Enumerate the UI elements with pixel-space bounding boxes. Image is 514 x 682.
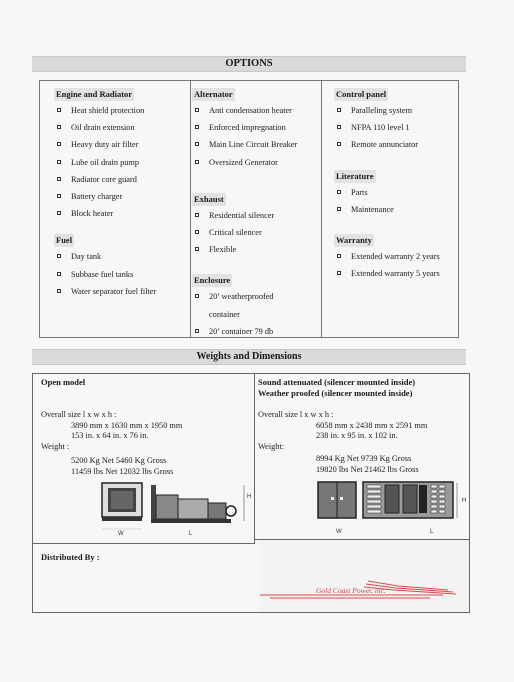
option-subbase-tanks[interactable]: Subbase fuel tanks xyxy=(40,266,156,283)
weights-title: Weights and Dimensions xyxy=(196,351,302,362)
checkbox-icon[interactable] xyxy=(57,125,61,129)
checkbox-icon[interactable] xyxy=(337,142,341,146)
checkbox-icon[interactable] xyxy=(337,254,341,258)
sound-dim-w: W xyxy=(336,529,342,535)
option-oil-drain[interactable]: Oil drain extension xyxy=(40,119,156,136)
side-view-drawing xyxy=(151,485,236,523)
option-flexible[interactable]: Flexible xyxy=(178,241,297,258)
sound-size-mm: 6058 mm x 2438 mm x 2591 mm xyxy=(316,420,428,430)
open-model-diagram xyxy=(101,481,261,536)
sound-dim-h: H xyxy=(462,498,467,504)
checkbox-icon[interactable] xyxy=(195,213,199,217)
option-20ft-container-79db[interactable]: 20’ container 79 db xyxy=(178,323,297,340)
checkbox-icon[interactable] xyxy=(195,142,199,146)
checkbox-icon[interactable] xyxy=(57,211,61,215)
open-weight-label: Weight : xyxy=(41,441,70,451)
sound-size-in: 238 in. x 95 in. x 102 in. xyxy=(316,431,398,440)
options-heading xyxy=(32,56,466,72)
option-day-tank[interactable]: Day tank xyxy=(40,248,156,265)
option-block-heater[interactable]: Block heater xyxy=(40,205,156,222)
open-model-panel xyxy=(33,374,255,544)
option-warranty-5y[interactable]: Extended warranty 5 years xyxy=(320,265,440,282)
checkbox-icon[interactable] xyxy=(337,108,341,112)
category-fuel: Fuel xyxy=(56,235,73,246)
open-weight-lbs: 11459 lbs Net 12032 lbs Gross xyxy=(71,466,174,476)
checkbox-icon[interactable] xyxy=(195,125,199,129)
category-exhaust: Exhaust xyxy=(194,193,224,204)
checkbox-icon[interactable] xyxy=(195,329,199,333)
open-weight-kg: 5200 Kg Net 5460 Kg Gross xyxy=(71,456,167,465)
option-circuit-breaker[interactable]: Main Line Circuit Breaker xyxy=(178,136,297,153)
checkbox-icon[interactable] xyxy=(337,207,341,211)
open-size-in: 153 in. x 64 in. x 76 in. xyxy=(71,431,149,440)
distributed-by-label: Distributed By : xyxy=(41,552,100,562)
sound-attenuated-panel xyxy=(255,374,469,540)
option-critical-silencer[interactable]: Critical silencer xyxy=(178,224,297,241)
options-column-3 xyxy=(320,84,440,282)
category-control-panel: Control panel xyxy=(336,89,387,99)
option-maintenance[interactable]: Maintenance xyxy=(320,201,440,218)
checkbox-icon[interactable] xyxy=(57,177,61,181)
sound-dim-l: L xyxy=(430,529,434,535)
sound-weight-label: Weight: xyxy=(258,441,285,451)
sound-model-diagram xyxy=(317,481,467,531)
checkbox-icon[interactable] xyxy=(57,160,61,164)
option-battery-charger[interactable]: Battery charger xyxy=(40,188,156,205)
option-radiator-guard[interactable]: Radiator core guard xyxy=(40,171,156,188)
option-heat-shield[interactable]: Heat shield protection xyxy=(40,102,156,119)
option-lube-pump[interactable]: Lube oil drain pump xyxy=(40,154,156,171)
checkbox-icon[interactable] xyxy=(57,254,61,258)
category-literature: Literature xyxy=(336,170,374,181)
sound-title-line1: Sound attenuated (silencer mounted inside) xyxy=(258,377,416,387)
option-air-filter[interactable]: Heavy duty air filter xyxy=(40,136,156,153)
checkbox-icon[interactable] xyxy=(57,272,61,276)
open-dim-l: L xyxy=(189,531,193,537)
svg-text:Gold Coast Power, inc.: Gold Coast Power, inc. xyxy=(316,586,386,595)
option-anti-condensation[interactable]: Anti condensation heater xyxy=(178,102,297,119)
option-nfpa[interactable]: NFPA 110 level 1 xyxy=(320,119,440,136)
option-warranty-2y[interactable]: Extended warranty 2 years xyxy=(320,248,440,265)
category-alternator: Alternator xyxy=(194,89,233,99)
checkbox-icon[interactable] xyxy=(195,247,199,251)
option-20ft-weatherproofed-cont: container xyxy=(209,309,240,319)
checkbox-icon[interactable] xyxy=(195,108,199,112)
checkbox-icon[interactable] xyxy=(57,108,61,112)
options-title: OPTIONS xyxy=(225,58,273,69)
checkbox-icon[interactable] xyxy=(57,142,61,146)
checkbox-icon[interactable] xyxy=(337,190,341,194)
container-side-drawing xyxy=(363,482,453,518)
open-dim-h: H xyxy=(247,494,252,500)
sound-title-line2: Weather proofed (silencer mounted inside) xyxy=(258,388,413,398)
logo-area xyxy=(259,540,469,612)
option-20ft-weatherproofed[interactable]: 20’ weatherproofed xyxy=(178,288,297,305)
checkbox-icon[interactable] xyxy=(337,125,341,129)
open-size-mm: 3890 mm x 1630 mm x 1950 mm xyxy=(71,420,183,430)
checkbox-icon[interactable] xyxy=(195,230,199,234)
option-oversized-generator[interactable]: Oversized Generator xyxy=(178,154,297,171)
container-front-drawing xyxy=(318,482,356,518)
category-enclosure: Enclosure xyxy=(194,275,231,286)
option-parts[interactable]: Parts xyxy=(320,184,440,201)
options-table xyxy=(39,80,459,338)
option-residential-silencer[interactable]: Residential silencer xyxy=(178,207,297,224)
checkbox-icon[interactable] xyxy=(195,160,199,164)
weights-table xyxy=(32,373,470,613)
options-column-1 xyxy=(40,84,156,300)
checkbox-icon[interactable] xyxy=(195,294,199,298)
category-warranty: Warranty xyxy=(336,235,372,246)
open-size-label: Overall size l x w x h : xyxy=(41,410,117,419)
category-engine-radiator: Engine and Radiator xyxy=(56,89,133,99)
open-dim-w: W xyxy=(118,531,124,537)
checkbox-icon[interactable] xyxy=(57,194,61,198)
front-view-drawing xyxy=(102,483,142,521)
checkbox-icon[interactable] xyxy=(57,289,61,293)
open-model-title: Open model xyxy=(41,377,86,387)
option-water-separator[interactable]: Water separator fuel filter xyxy=(40,283,156,300)
sound-weight-lbs: 19820 lbs Net 21462 lbs Gross xyxy=(316,464,419,474)
gold-coast-power-logo xyxy=(258,578,458,600)
sound-weight-kg: 8994 Kg Net 9739 Kg Gross xyxy=(316,454,412,463)
option-paralleling[interactable]: Paralleling system xyxy=(320,102,440,119)
sound-size-label: Overall size l x w x h : xyxy=(258,410,334,419)
option-enforced-impregnation[interactable]: Enforced impregnation xyxy=(178,119,297,136)
weights-heading xyxy=(32,349,466,365)
checkbox-icon[interactable] xyxy=(337,271,341,275)
options-column-2 xyxy=(178,84,297,340)
option-remote-annunciator[interactable]: Remote annunciator xyxy=(320,136,440,153)
